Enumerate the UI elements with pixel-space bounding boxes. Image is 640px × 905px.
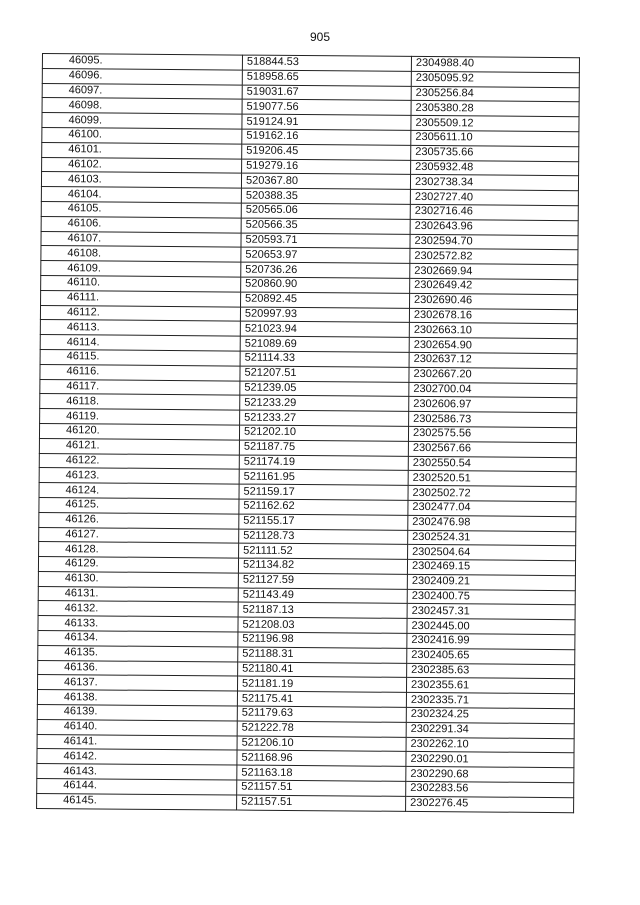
point-number-cell: 46111. (41, 290, 241, 306)
easting-cell: 520997.93 (240, 307, 409, 323)
northing-cell: 2302504.64 (408, 545, 576, 561)
point-number-cell: 46135. (38, 645, 238, 661)
northing-cell: 2305611.10 (411, 130, 579, 146)
point-number-cell: 46126. (39, 512, 239, 528)
easting-cell: 519279.16 (242, 159, 411, 175)
northing-cell: 2302716.46 (410, 204, 578, 220)
northing-cell: 2302586.73 (409, 412, 577, 428)
point-number-cell: 46098. (42, 98, 242, 114)
northing-cell: 2302385.63 (407, 663, 575, 679)
easting-cell: 521206.10 (237, 736, 406, 752)
point-number-cell: 46140. (37, 719, 237, 735)
easting-cell: 521233.29 (240, 395, 409, 411)
point-number-cell: 46115. (40, 349, 240, 365)
easting-cell: 521155.17 (239, 514, 408, 530)
easting-cell: 521187.13 (238, 603, 407, 619)
easting-cell: 521196.98 (238, 632, 407, 648)
northing-cell: 2302335.71 (406, 693, 574, 709)
northing-cell: 2302567.66 (408, 441, 576, 457)
northing-cell: 2302524.31 (408, 530, 576, 546)
easting-cell: 521222.78 (237, 721, 406, 737)
coordinates-table-wrapper (36, 53, 580, 813)
point-number-cell: 46119. (40, 409, 240, 425)
easting-cell: 521111.52 (239, 543, 408, 559)
point-number-cell: 46106. (41, 216, 241, 232)
northing-cell: 2305256.84 (411, 86, 579, 102)
northing-cell: 2305380.28 (411, 101, 579, 117)
point-number-cell: 46124. (39, 483, 239, 499)
point-number-cell: 46130. (38, 571, 238, 587)
easting-cell: 520565.06 (241, 203, 410, 219)
point-number-cell: 46121. (39, 438, 239, 454)
point-number-cell: 46139. (37, 705, 237, 721)
northing-cell: 2302502.72 (408, 485, 576, 501)
point-number-cell: 46117. (40, 379, 240, 395)
northing-cell: 2302469.15 (407, 559, 575, 575)
northing-cell: 2302476.98 (408, 515, 576, 531)
northing-cell: 2302520.51 (408, 471, 576, 487)
easting-cell: 521157.51 (237, 795, 406, 811)
easting-cell: 521023.94 (240, 321, 409, 337)
northing-cell: 2302262.10 (406, 737, 574, 753)
easting-cell: 521188.31 (238, 647, 407, 663)
easting-cell: 521134.82 (238, 558, 407, 574)
point-number-cell: 46122. (39, 453, 239, 469)
point-number-cell: 46144. (37, 779, 237, 795)
northing-cell: 2302405.65 (407, 648, 575, 664)
northing-cell: 2305509.12 (411, 116, 579, 132)
easting-cell: 521239.05 (240, 381, 409, 397)
easting-cell: 521175.41 (237, 691, 406, 707)
point-number-cell: 46112. (40, 305, 240, 321)
point-number-cell: 46142. (37, 749, 237, 765)
point-number-cell: 46129. (38, 557, 238, 573)
northing-cell: 2305735.66 (411, 145, 579, 161)
point-number-cell: 46108. (41, 246, 241, 262)
northing-cell: 2302700.04 (409, 382, 577, 398)
point-number-cell: 46143. (37, 764, 237, 780)
easting-cell: 521168.96 (237, 751, 406, 767)
point-number-cell: 46097. (42, 83, 242, 99)
table-row (37, 793, 574, 812)
northing-cell: 2302606.97 (409, 397, 577, 413)
northing-cell: 2302669.94 (410, 264, 578, 280)
easting-cell: 521159.17 (239, 484, 408, 500)
coordinates-table (36, 53, 580, 813)
northing-cell: 2302283.56 (406, 781, 574, 797)
northing-cell: 2302667.20 (409, 367, 577, 383)
northing-cell: 2304988.40 (411, 56, 579, 72)
point-number-cell: 46109. (41, 261, 241, 277)
northing-cell: 2302477.04 (408, 500, 576, 516)
northing-cell: 2302457.31 (407, 604, 575, 620)
point-number-cell: 46137. (37, 675, 237, 691)
easting-cell: 521089.69 (240, 336, 409, 352)
northing-cell: 2302594.70 (410, 234, 578, 250)
point-number-cell: 46105. (41, 201, 241, 217)
easting-cell: 520388.35 (241, 188, 410, 204)
easting-cell: 519124.91 (242, 114, 411, 130)
point-number-cell: 46141. (37, 734, 237, 750)
easting-cell: 519206.45 (242, 144, 411, 160)
northing-cell: 2302400.75 (407, 589, 575, 605)
point-number-cell: 46120. (39, 423, 239, 439)
northing-cell: 2302572.82 (410, 249, 578, 265)
easting-cell: 520367.80 (241, 173, 410, 189)
northing-cell: 2302550.54 (408, 456, 576, 472)
easting-cell: 521233.27 (240, 410, 409, 426)
easting-cell: 520860.90 (241, 277, 410, 293)
northing-cell: 2302678.16 (409, 308, 577, 324)
easting-cell: 521208.03 (238, 617, 407, 633)
northing-cell: 2302637.12 (409, 352, 577, 368)
northing-cell: 2302355.61 (406, 678, 574, 694)
point-number-cell: 46118. (40, 394, 240, 410)
northing-cell: 2302291.34 (406, 722, 574, 738)
easting-cell: 518958.65 (242, 70, 411, 86)
northing-cell: 2302643.96 (410, 219, 578, 235)
point-number-cell: 46110. (41, 275, 241, 291)
easting-cell: 521202.10 (239, 425, 408, 441)
northing-cell: 2305095.92 (411, 71, 579, 87)
northing-cell: 2302290.68 (406, 767, 574, 783)
easting-cell: 521207.51 (240, 366, 409, 382)
easting-cell: 521143.49 (238, 588, 407, 604)
easting-cell: 519077.56 (242, 99, 411, 115)
point-number-cell: 46116. (40, 364, 240, 380)
easting-cell: 521179.63 (237, 706, 406, 722)
point-number-cell: 46102. (42, 157, 242, 173)
easting-cell: 519031.67 (242, 85, 411, 101)
easting-cell: 521187.75 (239, 440, 408, 456)
easting-cell: 521180.41 (238, 662, 407, 678)
easting-cell: 521114.33 (240, 351, 409, 367)
easting-cell: 521157.51 (237, 780, 406, 796)
easting-cell: 521162.62 (239, 499, 408, 515)
point-number-cell: 46123. (39, 468, 239, 484)
easting-cell: 521174.19 (239, 455, 408, 471)
northing-cell: 2302663.10 (409, 323, 577, 339)
point-number-cell: 46107. (41, 231, 241, 247)
point-number-cell: 46134. (38, 631, 238, 647)
point-number-cell: 46145. (37, 793, 237, 809)
northing-cell: 2302445.00 (407, 619, 575, 635)
northing-cell: 2302409.21 (407, 574, 575, 590)
point-number-cell: 46138. (37, 690, 237, 706)
point-number-cell: 46096. (42, 68, 242, 84)
point-number-cell: 46103. (41, 172, 241, 188)
page-number: 905 (309, 30, 331, 44)
easting-cell: 519162.16 (242, 129, 411, 145)
northing-cell: 2305932.48 (411, 160, 579, 176)
easting-cell: 520736.26 (241, 262, 410, 278)
point-number-cell: 46114. (40, 335, 240, 351)
northing-cell: 2302690.46 (410, 293, 578, 309)
easting-cell: 521181.19 (237, 677, 406, 693)
point-number-cell: 46113. (40, 320, 240, 336)
easting-cell: 520653.97 (241, 247, 410, 263)
easting-cell: 520593.71 (241, 233, 410, 249)
point-number-cell: 46132. (38, 601, 238, 617)
point-number-cell: 46133. (38, 616, 238, 632)
point-number-cell: 46136. (38, 660, 238, 676)
point-number-cell: 46104. (41, 187, 241, 203)
northing-cell: 2302575.56 (408, 426, 576, 442)
easting-cell: 518844.53 (242, 55, 411, 71)
point-number-cell: 46131. (38, 586, 238, 602)
northing-cell: 2302727.40 (410, 190, 578, 206)
easting-cell: 521161.95 (239, 469, 408, 485)
easting-cell: 521127.59 (238, 573, 407, 589)
point-number-cell: 46100. (42, 127, 242, 143)
easting-cell: 520566.35 (241, 218, 410, 234)
northing-cell: 2302738.34 (410, 175, 578, 191)
point-number-cell: 46127. (39, 527, 239, 543)
northing-cell: 2302276.45 (406, 796, 574, 812)
easting-cell: 521163.18 (237, 765, 406, 781)
northing-cell: 2302324.25 (406, 707, 574, 723)
northing-cell: 2302649.42 (410, 278, 578, 294)
easting-cell: 520892.45 (241, 292, 410, 308)
easting-cell: 521128.73 (239, 529, 408, 545)
northing-cell: 2302290.01 (406, 752, 574, 768)
northing-cell: 2302416.99 (407, 633, 575, 649)
point-number-cell: 46095. (42, 54, 242, 70)
table-body (37, 54, 580, 813)
northing-cell: 2302654.90 (409, 338, 577, 354)
point-number-cell: 46128. (39, 542, 239, 558)
point-number-cell: 46125. (39, 497, 239, 513)
point-number-cell: 46101. (42, 142, 242, 158)
point-number-cell: 46099. (42, 113, 242, 129)
